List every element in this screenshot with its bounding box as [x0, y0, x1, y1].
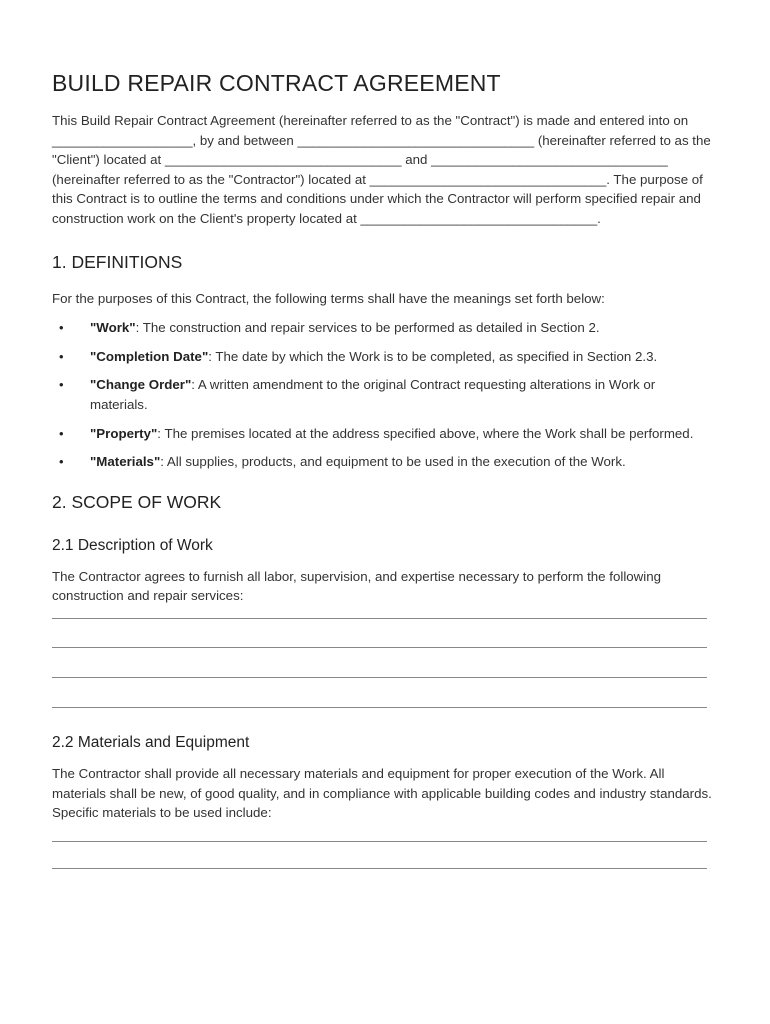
- section-2-heading: 2. SCOPE OF WORK: [52, 491, 222, 512]
- definition-term: "Materials": [90, 454, 161, 470]
- section-2-2-text: The Contractor shall provide all necessary materials and equipment for proper execution of the Work. All materials shall be new, of good quality, and in compliance with applicable building codes and industry standards. Specific materials to be used include:: [52, 765, 712, 821]
- definition-term: "Change Order": [90, 377, 192, 393]
- definition-item-materials: [52, 452, 716, 472]
- definitions-intro: For the purposes of this Contract, the following terms shall have the meanings set forth below:: [52, 290, 605, 306]
- fill-in-line[interactable]: [52, 647, 707, 648]
- definition-item-property: [52, 424, 716, 444]
- definition-text: : All supplies, products, and equipment to be used in the execution of the Work.: [160, 454, 626, 470]
- definition-text: : A written amendment to the original Contract requesting alterations in Work or materials.: [90, 377, 656, 412]
- materials-lines: [52, 841, 716, 869]
- bullet-icon: •: [59, 454, 64, 470]
- definition-text: : The construction and repair services to be performed as detailed in Section 2.: [135, 320, 600, 336]
- section-2-1-text: The Contractor agrees to furnish all labor, supervision, and expertise necessary to perform the following construction and repair services:: [52, 568, 662, 604]
- definition-item-change-order: [52, 375, 716, 414]
- bullet-icon: •: [59, 425, 64, 441]
- definition-term: "Work": [90, 320, 136, 336]
- fill-in-line[interactable]: [52, 677, 707, 678]
- definitions-list: [52, 318, 716, 472]
- definition-text: : The date by which the Work is to be completed, as specified in Section 2.3.: [208, 348, 658, 364]
- fill-in-line[interactable]: [52, 618, 707, 619]
- bullet-icon: •: [59, 377, 64, 393]
- fill-in-line[interactable]: [52, 841, 707, 842]
- document-body: [52, 70, 716, 869]
- definition-item-work: [52, 318, 716, 338]
- work-description-lines: [52, 618, 716, 708]
- section-1-heading: 1. DEFINITIONS: [52, 251, 183, 272]
- bullet-icon: •: [59, 348, 64, 364]
- definition-text: : The premises located at the address specified above, where the Work shall be performed.: [157, 425, 694, 441]
- definition-item-completion-date: [52, 347, 716, 367]
- fill-in-line[interactable]: [52, 707, 707, 708]
- section-2-2-heading: 2.2 Materials and Equipment: [52, 733, 250, 751]
- bullet-icon: •: [59, 320, 64, 336]
- document-title: BUILD REPAIR CONTRACT AGREEMENT: [52, 70, 501, 96]
- fill-in-line[interactable]: [52, 868, 707, 869]
- definition-term: "Property": [90, 425, 158, 441]
- definition-term: "Completion Date": [90, 348, 209, 364]
- intro-paragraph: This Build Repair Contract Agreement (hereinafter referred to as the "Contract") is made and entered into on ___________________, by and between ________________________________ (hereinafter referred to as the "Client") located at ________________________________ and ________________________________ (hereinafter referred to as the "Contractor") located at ________________________________. The purpose of this Contract is to outline the terms and conditions under which the Contractor will perform specified repair and construction work on the Client's property located at ________________________________.: [52, 113, 711, 226]
- section-2-1-heading: 2.1 Description of Work: [52, 536, 213, 554]
